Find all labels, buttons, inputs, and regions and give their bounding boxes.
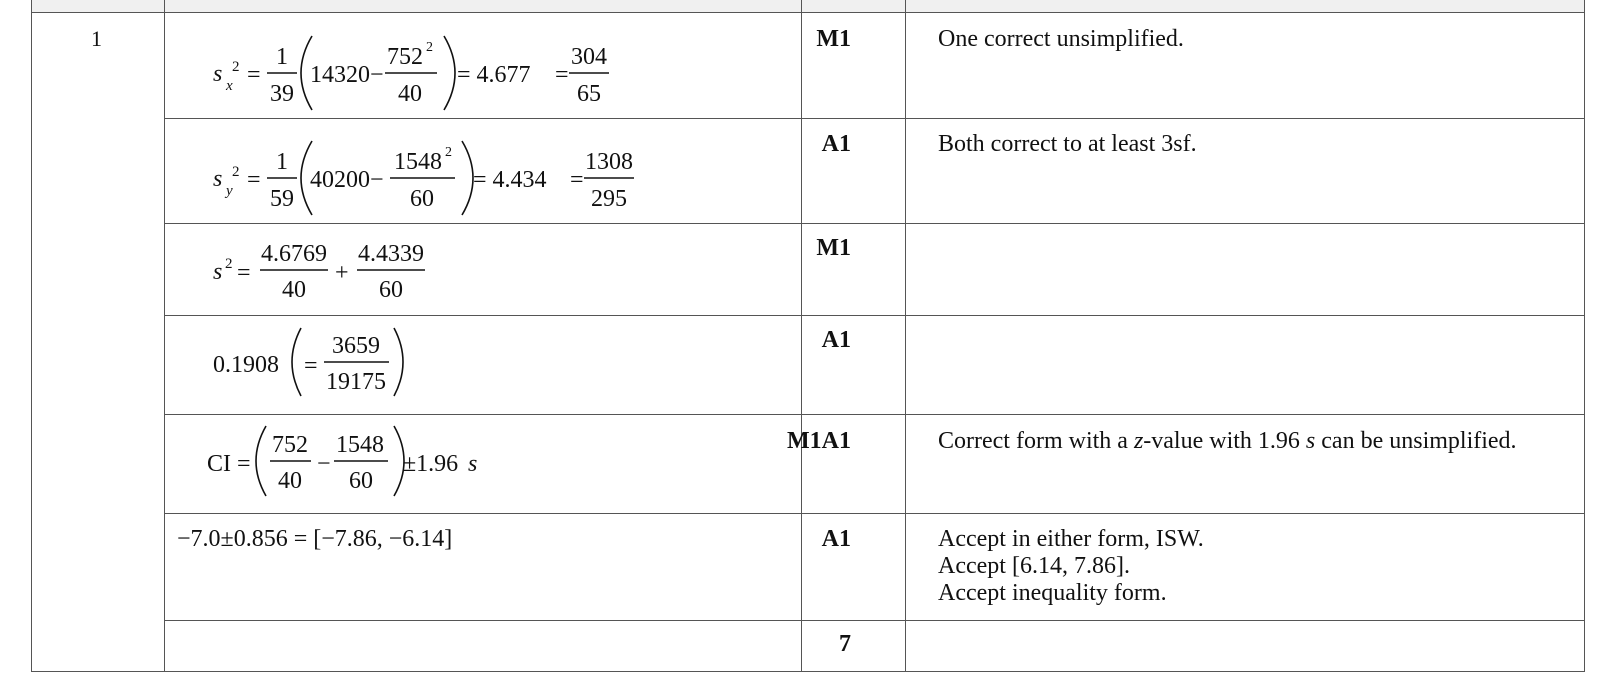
- guidance-note: [938, 26, 1184, 53]
- guidance-line: Accept inequality form.: [938, 580, 1167, 606]
- svg-text:2: 2: [232, 164, 240, 180]
- table-border-bottom: [31, 671, 1585, 672]
- row-divider: [164, 620, 1585, 621]
- svg-text:752: 752: [387, 44, 423, 70]
- mark-code: M1: [816, 26, 851, 52]
- answer-variance-value: [175, 322, 795, 419]
- guidance-variable: s: [1305, 428, 1316, 454]
- guidance-text: can be unsimplified.: [1315, 428, 1517, 454]
- svg-text:60: 60: [349, 468, 373, 494]
- guidance-note: [938, 428, 1517, 455]
- svg-text:CI =: CI =: [207, 451, 251, 477]
- guidance-text: Correct form with a: [938, 428, 1134, 454]
- svg-text:x: x: [226, 78, 233, 94]
- svg-text:s: s: [468, 451, 478, 477]
- svg-text:1: 1: [276, 149, 288, 175]
- mark-code: M1A1: [787, 428, 851, 454]
- svg-text:40: 40: [278, 468, 302, 494]
- svg-text:4.6769: 4.6769: [261, 241, 327, 267]
- mark-code: M1: [816, 235, 851, 261]
- svg-text:3659: 3659: [332, 333, 380, 359]
- svg-text:=: =: [555, 62, 569, 88]
- guidance-note: [938, 526, 1204, 607]
- mark-code: A1: [821, 526, 851, 552]
- svg-text:40: 40: [398, 81, 422, 107]
- guidance-note: [938, 131, 1197, 158]
- column-divider-question: [164, 0, 165, 672]
- answer-final-interval: −7.0±0.856 = [−7.86, −6.14]: [177, 526, 453, 552]
- guidance-line: Accept in either form, ISW.: [938, 526, 1204, 552]
- svg-text:=: =: [237, 260, 251, 286]
- table-border-left: [31, 0, 32, 672]
- svg-text:=: =: [304, 353, 318, 379]
- total-marks: 7: [839, 631, 851, 657]
- svg-text:295: 295: [591, 186, 627, 212]
- svg-text:1548: 1548: [336, 432, 384, 458]
- svg-text:−: −: [370, 62, 384, 88]
- svg-text:0.1908: 0.1908: [213, 352, 279, 378]
- svg-text:60: 60: [410, 186, 434, 212]
- svg-text:40: 40: [282, 277, 306, 303]
- guidance-line: Accept [6.14, 7.86].: [938, 553, 1130, 579]
- svg-text:+: +: [335, 260, 349, 286]
- mark-code: A1: [821, 131, 851, 157]
- svg-text:65: 65: [577, 81, 601, 107]
- svg-text:14320: 14320: [310, 62, 370, 88]
- svg-text:=: =: [247, 62, 261, 88]
- mark-scheme-table: [31, 0, 1585, 672]
- table-border-right: [1584, 0, 1585, 672]
- svg-text:1: 1: [276, 44, 288, 70]
- svg-text:4.4339: 4.4339: [358, 241, 424, 267]
- svg-text:2: 2: [225, 256, 233, 272]
- svg-text:1548: 1548: [394, 149, 442, 175]
- guidance-text: -value with 1.96: [1143, 428, 1306, 454]
- svg-text:s: s: [213, 166, 223, 192]
- svg-text:= 4.434: = 4.434: [473, 167, 547, 193]
- guidance-line: One correct unsimplified.: [938, 26, 1184, 52]
- svg-text:−: −: [370, 167, 384, 193]
- svg-text:39: 39: [270, 81, 294, 107]
- svg-text:59: 59: [270, 186, 294, 212]
- answer-sx-squared: [175, 22, 795, 125]
- svg-text:= 4.677: = 4.677: [457, 62, 531, 88]
- svg-text:2: 2: [232, 59, 240, 75]
- svg-text:−: −: [317, 451, 331, 477]
- svg-text:1308: 1308: [585, 149, 633, 175]
- column-divider-marks: [905, 0, 906, 672]
- svg-text:752: 752: [272, 432, 308, 458]
- svg-text:60: 60: [379, 277, 403, 303]
- header-row-remnant: [31, 0, 1585, 12]
- row-divider: [31, 12, 1585, 13]
- answer-pooled-variance: [175, 230, 795, 317]
- question-number: 1: [91, 26, 102, 51]
- svg-text:19175: 19175: [326, 369, 386, 395]
- svg-text:40200: 40200: [310, 167, 370, 193]
- guidance-variable: z: [1133, 428, 1144, 454]
- guidance-line: Both correct to at least 3sf.: [938, 131, 1197, 157]
- answer-confidence-interval: [175, 420, 795, 517]
- svg-text:2: 2: [426, 40, 433, 55]
- svg-text:2: 2: [445, 145, 452, 160]
- svg-text:s: s: [213, 61, 223, 87]
- svg-text:s: s: [213, 259, 223, 285]
- answer-sy-squared: [175, 127, 795, 230]
- svg-text:±1.96: ±1.96: [403, 451, 459, 477]
- svg-text:304: 304: [571, 44, 607, 70]
- mark-code: A1: [821, 327, 851, 353]
- svg-text:y: y: [226, 183, 233, 199]
- svg-text:=: =: [570, 167, 584, 193]
- svg-text:=: =: [247, 167, 261, 193]
